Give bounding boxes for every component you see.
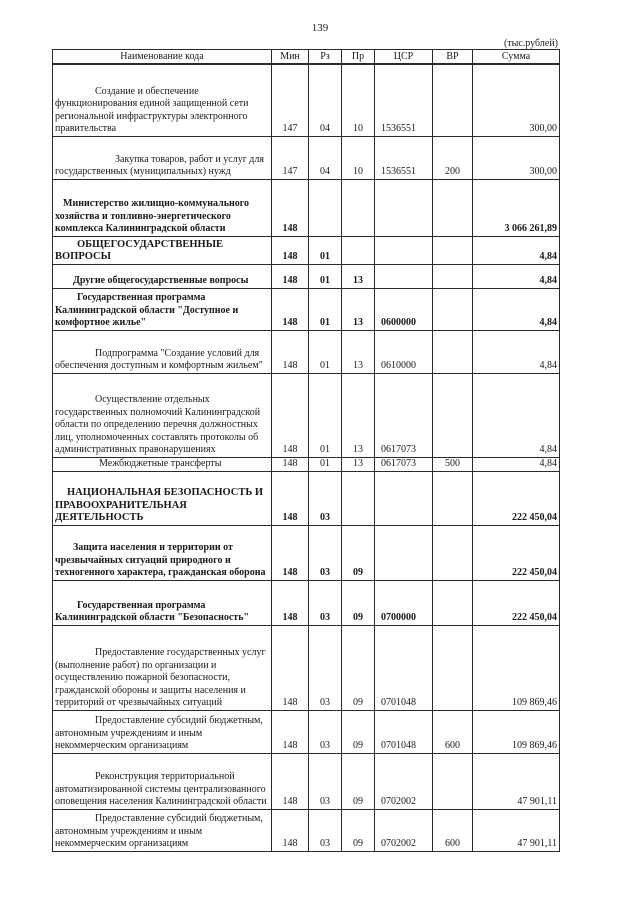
row-vr: 600: [433, 710, 473, 753]
table-row: [53, 471, 560, 525]
row-pr: 13: [342, 373, 375, 457]
row-csr: [375, 264, 433, 288]
page-number: 139: [311, 22, 329, 34]
row-name: Предоставление субсидий бюджетным, автономным учреждениям и иным некоммерческим организациям: [53, 809, 272, 851]
row-rz: 01: [309, 373, 342, 457]
row-rz: [309, 179, 342, 236]
row-name: Осуществление отдельных государственных полномочий Калининградской области по определению перечня должностных лиц, уполномоченных составлять протоколы об административных правонарушениях: [53, 373, 272, 457]
row-rz: 01: [309, 457, 342, 471]
row-csr: 0702002: [375, 809, 433, 851]
row-pr: [342, 179, 375, 236]
row-pr: [342, 236, 375, 264]
row-sum: 109 869,46: [473, 710, 560, 753]
table-row: [53, 136, 560, 179]
row-min: 147: [272, 64, 309, 136]
row-sum: 300,00: [473, 64, 560, 136]
row-rz: 03: [309, 580, 342, 625]
units-label: (тыс.рублей): [503, 38, 558, 49]
header-min: Мин: [272, 50, 309, 65]
row-vr: [433, 330, 473, 373]
row-csr: 1536551: [375, 136, 433, 179]
row-pr: [342, 471, 375, 525]
row-csr: [375, 179, 433, 236]
row-sum: 222 450,04: [473, 471, 560, 525]
row-vr: [433, 753, 473, 809]
row-sum: 4,84: [473, 236, 560, 264]
table-row: [53, 236, 560, 264]
row-csr: 0701048: [375, 710, 433, 753]
row-csr: 1536551: [375, 64, 433, 136]
row-sum: 109 869,46: [473, 625, 560, 710]
row-csr: [375, 471, 433, 525]
row-rz: 03: [309, 710, 342, 753]
row-min: 148: [272, 330, 309, 373]
row-pr: 09: [342, 525, 375, 580]
header-rz: Рз: [309, 50, 342, 65]
row-sum: 4,84: [473, 457, 560, 471]
row-rz: 03: [309, 809, 342, 851]
table-row: [53, 288, 560, 330]
header-csr: ЦСР: [375, 50, 433, 65]
row-vr: [433, 525, 473, 580]
row-min: 148: [272, 809, 309, 851]
row-sum: 47 901,11: [473, 809, 560, 851]
row-rz: 03: [309, 625, 342, 710]
row-sum: 222 450,04: [473, 525, 560, 580]
row-rz: 01: [309, 330, 342, 373]
table-row: [53, 710, 560, 753]
row-name: Государственная программа Калининградской области "Доступное и комфортное жилье": [53, 288, 272, 330]
row-vr: [433, 264, 473, 288]
row-csr: [375, 236, 433, 264]
row-csr: 0610000: [375, 330, 433, 373]
row-pr: 09: [342, 809, 375, 851]
row-csr: 0617073: [375, 457, 433, 471]
row-sum: 4,84: [473, 264, 560, 288]
row-rz: 04: [309, 136, 342, 179]
row-sum: 47 901,11: [473, 753, 560, 809]
header-sum: Сумма: [473, 50, 560, 65]
row-min: 148: [272, 753, 309, 809]
table-row: [53, 625, 560, 710]
row-rz: 03: [309, 471, 342, 525]
row-name: Защита населения и территории от чрезвычайных ситуаций природного и техногенного характера, гражданская оборона: [53, 525, 272, 580]
row-rz: 03: [309, 753, 342, 809]
row-csr: 0702002: [375, 753, 433, 809]
row-rz: 03: [309, 525, 342, 580]
row-vr: [433, 236, 473, 264]
row-vr: [433, 580, 473, 625]
row-vr: 600: [433, 809, 473, 851]
row-name: ОБЩЕГОСУДАРСТВЕННЫЕ ВОПРОСЫ: [53, 236, 272, 264]
row-min: 148: [272, 236, 309, 264]
row-pr: 13: [342, 288, 375, 330]
row-min: 148: [272, 288, 309, 330]
row-name: Министерство жилищно-коммунального хозяйства и топливно-энергетического комплекса Калининградской области: [53, 179, 272, 236]
row-min: 148: [272, 264, 309, 288]
row-min: 148: [272, 471, 309, 525]
row-vr: 500: [433, 457, 473, 471]
table-row: [53, 64, 560, 136]
row-csr: 0700000: [375, 580, 433, 625]
table-row: [53, 264, 560, 288]
row-sum: 300,00: [473, 136, 560, 179]
row-name: Закупка товаров, работ и услуг для государственных (муниципальных) нужд: [53, 136, 272, 179]
row-vr: [433, 625, 473, 710]
row-pr: 09: [342, 710, 375, 753]
table-row: [53, 753, 560, 809]
row-name: Подпрограмма "Создание условий для обеспечения доступным и комфортным жильем": [53, 330, 272, 373]
header-pr: Пр: [342, 50, 375, 65]
header-name: Наименование кода: [53, 50, 272, 65]
row-min: 148: [272, 525, 309, 580]
row-sum: 4,84: [473, 330, 560, 373]
row-name: Государственная программа Калининградской области "Безопасность": [53, 580, 272, 625]
table-row: [53, 330, 560, 373]
row-sum: 222 450,04: [473, 580, 560, 625]
row-rz: 01: [309, 236, 342, 264]
row-vr: [433, 373, 473, 457]
row-min: 148: [272, 580, 309, 625]
row-name: НАЦИОНАЛЬНАЯ БЕЗОПАСНОСТЬ И ПРАВООХРАНИТЕЛЬНАЯ ДЕЯТЕЛЬНОСТЬ: [53, 471, 272, 525]
row-pr: 13: [342, 264, 375, 288]
row-pr: 10: [342, 136, 375, 179]
row-vr: 200: [433, 136, 473, 179]
row-pr: 13: [342, 457, 375, 471]
row-pr: 13: [342, 330, 375, 373]
table-row: [53, 525, 560, 580]
row-vr: [433, 288, 473, 330]
table-row: [53, 179, 560, 236]
row-sum: 3 066 261,89: [473, 179, 560, 236]
budget-table: [52, 49, 560, 852]
row-pr: 09: [342, 753, 375, 809]
row-pr: 09: [342, 625, 375, 710]
row-min: 147: [272, 136, 309, 179]
row-csr: [375, 525, 433, 580]
row-pr: 10: [342, 64, 375, 136]
row-name: Межбюджетные трансферты: [53, 457, 272, 471]
row-name: Создание и обеспечение функционирования единой защищенной сети региональной инфраструктуры электронного правительства: [53, 64, 272, 136]
table-row: [53, 373, 560, 457]
row-vr: [433, 471, 473, 525]
row-min: 148: [272, 179, 309, 236]
row-csr: 0617073: [375, 373, 433, 457]
row-name: Предоставление субсидий бюджетным, автономным учреждениям и иным некоммерческим организациям: [53, 710, 272, 753]
header-row: [53, 50, 560, 65]
row-rz: 04: [309, 64, 342, 136]
table-row: [53, 580, 560, 625]
header-vr: ВР: [433, 50, 473, 65]
row-name: Другие общегосударственные вопросы: [53, 264, 272, 288]
row-vr: [433, 64, 473, 136]
row-min: 148: [272, 710, 309, 753]
row-min: 148: [272, 625, 309, 710]
row-rz: 01: [309, 264, 342, 288]
row-csr: 0600000: [375, 288, 433, 330]
row-rz: 01: [309, 288, 342, 330]
row-csr: 0701048: [375, 625, 433, 710]
row-sum: 4,84: [473, 373, 560, 457]
row-min: 148: [272, 373, 309, 457]
row-name: Реконструкция территориальной автоматизированной системы централизованного оповещения населения Калининградской области: [53, 753, 272, 809]
row-name: Предоставление государственных услуг (выполнение работ) по организации и осуществлению пожарной безопасности, гражданской обороны и защиты населения и территорий от чрезвычайных ситуаций: [53, 625, 272, 710]
table-row: [53, 457, 560, 471]
row-vr: [433, 179, 473, 236]
row-pr: 09: [342, 580, 375, 625]
table-row: [53, 809, 560, 851]
row-sum: 4,84: [473, 288, 560, 330]
row-min: 148: [272, 457, 309, 471]
